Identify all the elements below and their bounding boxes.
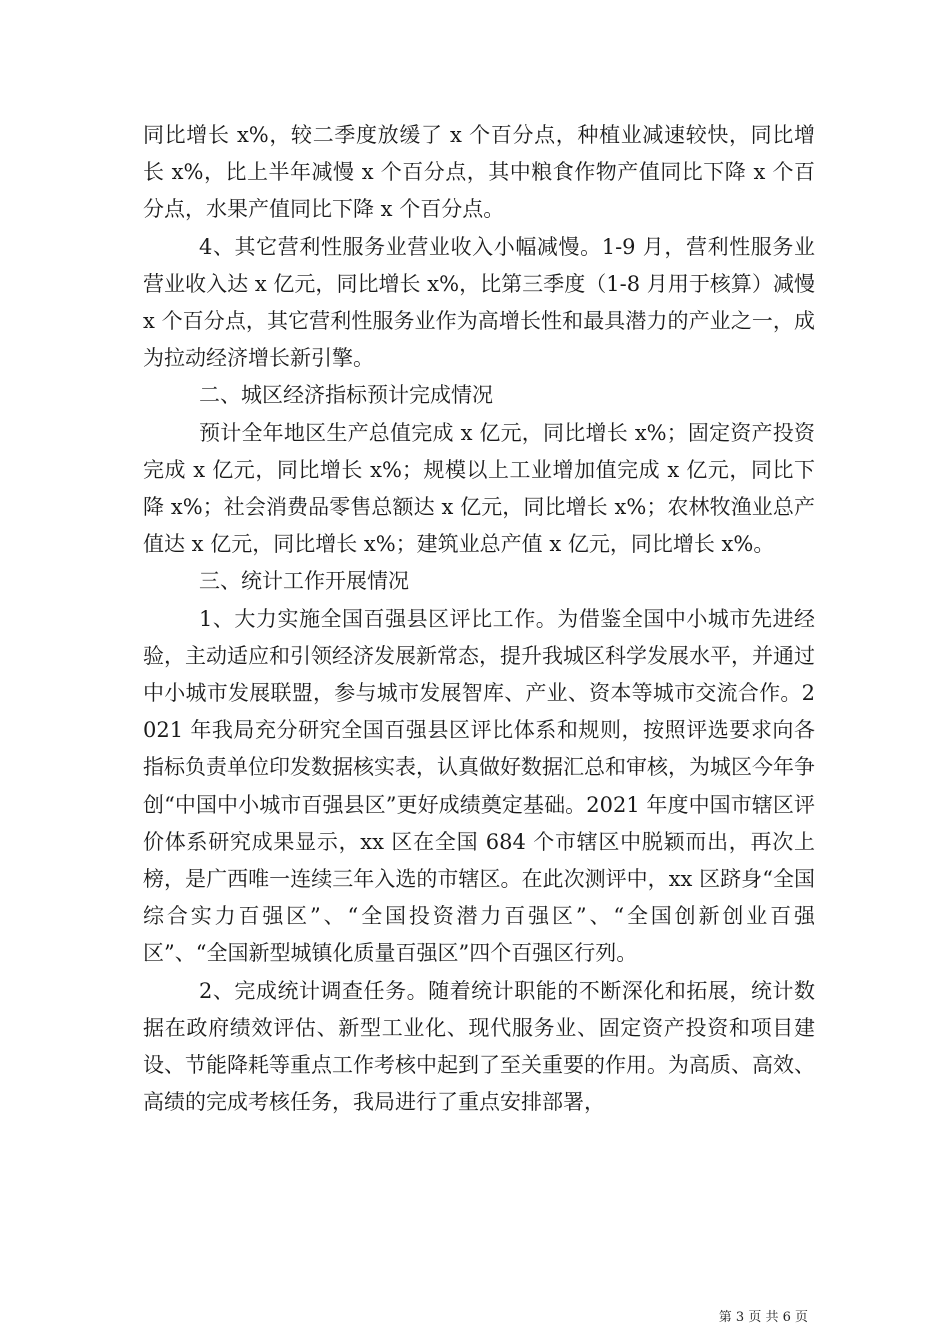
paragraph-3: 预计全年地区生产总值完成 x 亿元，同比增长 x%；固定资产投资完成 x 亿元，同比增长 x%；规模以上工业增加值完成 x 亿元，同比下降 x%；社会消费品零售总额达 x 亿元，同比增长 x%；农林牧渔业总产值达 x 亿元，同比增长 x%；建筑业总产值 x 亿元，同比增长 x%。 [143, 420, 815, 557]
paragraph-1: 同比增长 x%，较二季度放缓了 x 个百分点，种植业减速较快，同比增长 x%，比上半年减慢 x 个百分点，其中粮食作物产值同比下降 x 个百分点，水果产值同比下降 x 个百分点。 [143, 123, 815, 222]
paragraph-2: 4、其它营利性服务业营业收入小幅减慢。1-9 月，营利性服务业营业收入达 x 亿元，同比增长 x%，比第三季度（1-8 月用于核算）减慢 x 个百分点，其它营利性服务业作为高增长性和最具潜力的产业之一，成为拉动经济增长新引擎。 [143, 234, 815, 371]
section-heading-3: 三、统计工作开展情况 [199, 569, 409, 594]
document-body [143, 117, 815, 1121]
section-heading-2: 二、城区经济指标预计完成情况 [199, 383, 493, 408]
page-number-footer: 第 3 页 共 6 页 [718, 1310, 808, 1325]
paragraph-4: 1、大力实施全国百强县区评比工作。为借鉴全国中小城市先进经验，主动适应和引领经济发展新常态，提升我城区科学发展水平，并通过中小城市发展联盟，参与城市发展智库、产业、资本等城市交流合作。2021 年我局充分研究全国百强县区评比体系和规则，按照评选要求向各指标负责单位印发数据核实表，认真做好数据汇总和审核，为城区今年争创“中国中小城市百强县区”更好成绩奠定基础。2021 年度中国市辖区评价体系研究成果显示，xx 区在全国 684 个市辖区中脱颖而出，再次上榜，是广西唯一连续三年入选的市辖区。在此次测评中，xx 区跻身“全国综合实力百强区”、“全国投资潜力百强区”、“全国创新创业百强区”、“全国新型城镇化质量百强区”四个百强区行列。 [143, 606, 815, 966]
paragraph-5: 2、完成统计调查任务。随着统计职能的不断深化和拓展，统计数据在政府绩效评估、新型工业化、现代服务业、固定资产投资和项目建设、节能降耗等重点工作考核中起到了至关重要的作用。为高质、高效、高绩的完成考核任务，我局进行了重点安排部署， [143, 978, 815, 1115]
